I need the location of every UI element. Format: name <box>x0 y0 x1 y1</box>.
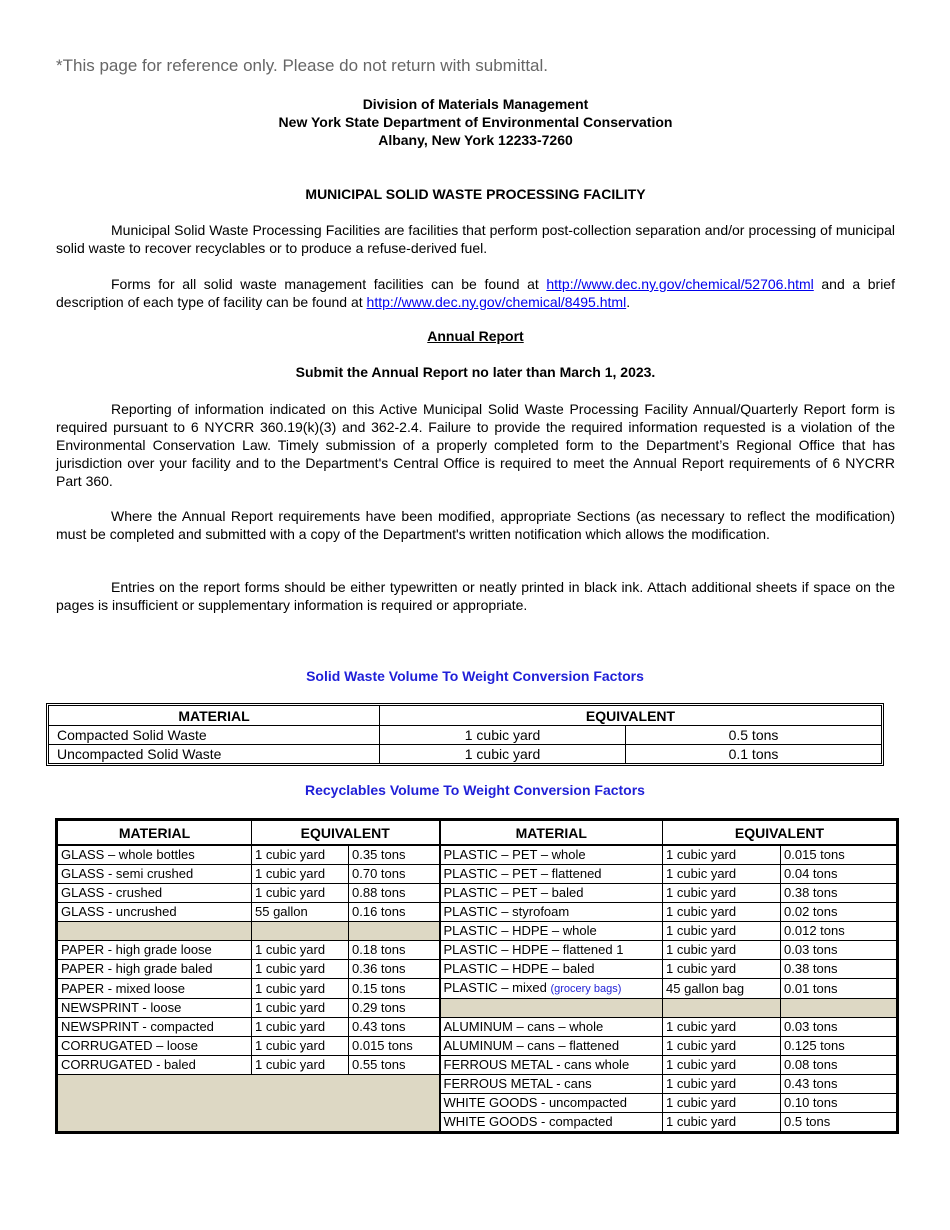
weight-cell <box>781 999 897 1018</box>
material-cell: PLASTIC – mixed (grocery bags) <box>440 979 663 999</box>
volume-cell: 1 cubic yard <box>252 1056 349 1075</box>
material-cell: NEWSPRINT - loose <box>58 999 252 1018</box>
table-row: Uncompacted Solid Waste 1 cubic yard 0.1 tons <box>49 745 882 764</box>
volume-cell: 1 cubic yard <box>663 1075 781 1094</box>
weight-cell: 0.012 tons <box>781 922 897 941</box>
material-cell: GLASS - crushed <box>58 884 252 903</box>
volume-cell: 1 cubic yard <box>663 922 781 941</box>
weight-cell: 0.125 tons <box>781 1037 897 1056</box>
material-cell: ALUMINUM – cans – whole <box>440 1018 663 1037</box>
table-row <box>58 999 897 1018</box>
weight-cell: 0.03 tons <box>781 1018 897 1037</box>
weight-cell: 0.38 tons <box>781 884 897 903</box>
volume-cell: 1 cubic yard <box>663 1113 781 1132</box>
letterhead-address: Albany, New York 12233-7260 <box>378 132 573 148</box>
table-row <box>58 1075 897 1094</box>
volume-cell <box>252 922 349 941</box>
volume-cell: 1 cubic yard <box>663 1094 781 1113</box>
recyclables-table-title: Recyclables Volume To Weight Conversion Factors <box>305 782 645 798</box>
table-row <box>58 865 897 884</box>
table-row <box>58 960 897 979</box>
volume-cell: 1 cubic yard <box>252 941 349 960</box>
material-cell: CORRUGATED – loose <box>58 1037 252 1056</box>
volume-cell: 55 gallon <box>252 903 349 922</box>
weight-cell: 0.38 tons <box>781 960 897 979</box>
weight-cell: 0.03 tons <box>781 941 897 960</box>
material-note: (grocery bags) <box>550 983 622 995</box>
weight-cell: 0.70 tons <box>349 865 440 884</box>
weight-cell: 0.43 tons <box>781 1075 897 1094</box>
volume-cell: 1 cubic yard <box>252 845 349 865</box>
column-header-material-right: MATERIAL <box>440 821 663 846</box>
volume-cell <box>663 999 781 1018</box>
table-row <box>58 1056 897 1075</box>
weight-cell: 0.10 tons <box>781 1094 897 1113</box>
material-cell <box>440 999 663 1018</box>
volume-cell: 1 cubic yard <box>252 884 349 903</box>
column-header-equivalent: EQUIVALENT <box>380 706 882 726</box>
facility-types-link[interactable]: http://www.dec.ny.gov/chemical/8495.html <box>366 294 627 310</box>
volume-cell: 1 cubic yard <box>252 1037 349 1056</box>
volume-cell: 1 cubic yard <box>663 1018 781 1037</box>
recyclables-conversion-table <box>55 818 899 1134</box>
column-header-material-left: MATERIAL <box>58 821 252 846</box>
material-cell: FERROUS METAL - cans <box>440 1075 663 1094</box>
forms-link[interactable]: http://www.dec.ny.gov/chemical/52706.html <box>546 276 814 292</box>
table-row <box>58 903 897 922</box>
volume-cell: 1 cubic yard <box>663 845 781 865</box>
paragraph-entries: Entries on the report forms should be either typewritten or neatly printed in black ink. Attach additional sheets if space on the pages is insufficient or supplementary information is required or appropriate. <box>56 579 895 613</box>
material-cell: PLASTIC – HDPE – baled <box>440 960 663 979</box>
table-row: Compacted Solid Waste 1 cubic yard 0.5 tons <box>49 726 882 745</box>
column-header-equivalent-left: EQUIVALENT <box>252 821 440 846</box>
table-row <box>58 1037 897 1056</box>
weight-cell: 0.36 tons <box>349 960 440 979</box>
material-cell: WHITE GOODS - uncompacted <box>440 1094 663 1113</box>
weight-cell: 0.35 tons <box>349 845 440 865</box>
volume-cell: 1 cubic yard <box>663 960 781 979</box>
weight-cell: 0.55 tons <box>349 1056 440 1075</box>
paragraph-definition: Municipal Solid Waste Processing Facilities are facilities that perform post-collection separation and/or processing of municipal solid waste to recover recyclables or to produce a refuse-derived fuel. <box>56 222 895 256</box>
material-cell: PLASTIC – styrofoam <box>440 903 663 922</box>
material-cell: NEWSPRINT - compacted <box>58 1018 252 1037</box>
paragraph-forms: Forms for all solid waste management facilities can be found at http://www.dec.ny.gov/chemical/52706.html and a brief description of each type of facility can be found at http://www.dec.ny.gov/chemical/8495.html. <box>56 276 895 310</box>
material-cell: FERROUS METAL - cans whole <box>440 1056 663 1075</box>
volume-cell: 1 cubic yard <box>663 1056 781 1075</box>
material-cell: PLASTIC – HDPE – whole <box>440 922 663 941</box>
material-cell <box>58 922 252 941</box>
page-title: MUNICIPAL SOLID WASTE PROCESSING FACILITY <box>305 186 646 202</box>
volume-cell: 1 cubic yard <box>663 941 781 960</box>
volume-cell: 1 cubic yard <box>663 1037 781 1056</box>
letterhead-department: New York State Department of Environmental Conservation <box>278 114 673 130</box>
volume-cell: 1 cubic yard <box>252 979 349 999</box>
volume-cell: 1 cubic yard <box>252 1018 349 1037</box>
annual-report-heading: Annual Report <box>427 328 524 344</box>
volume-cell: 1 cubic yard <box>663 903 781 922</box>
table-row <box>58 922 897 941</box>
volume-cell: 1 cubic yard <box>252 960 349 979</box>
solid-waste-table-title: Solid Waste Volume To Weight Conversion Factors <box>306 668 644 684</box>
shaded-empty-cell <box>58 1075 440 1132</box>
table-row <box>58 845 897 865</box>
weight-cell: 0.43 tons <box>349 1018 440 1037</box>
column-header-equivalent-right: EQUIVALENT <box>663 821 897 846</box>
weight-cell: 0.04 tons <box>781 865 897 884</box>
material-cell: GLASS - semi crushed <box>58 865 252 884</box>
material-cell: CORRUGATED - baled <box>58 1056 252 1075</box>
table-row <box>58 941 897 960</box>
weight-cell: 0.08 tons <box>781 1056 897 1075</box>
weight-cell <box>349 922 440 941</box>
solid-waste-conversion-table <box>46 703 884 766</box>
weight-cell: 0.88 tons <box>349 884 440 903</box>
material-cell: PAPER - high grade loose <box>58 941 252 960</box>
weight-cell: 0.015 tons <box>349 1037 440 1056</box>
material-cell: PLASTIC – HDPE – flattened 1 <box>440 941 663 960</box>
material-cell: PLASTIC – PET – whole <box>440 845 663 865</box>
volume-cell: 1 cubic yard <box>663 865 781 884</box>
weight-cell: 0.16 tons <box>349 903 440 922</box>
weight-cell: 0.15 tons <box>349 979 440 999</box>
material-cell: PLASTIC – PET – baled <box>440 884 663 903</box>
weight-cell: 0.02 tons <box>781 903 897 922</box>
weight-cell: 0.01 tons <box>781 979 897 999</box>
material-cell: GLASS - uncrushed <box>58 903 252 922</box>
submit-deadline: Submit the Annual Report no later than March 1, 2023. <box>295 364 656 380</box>
letterhead-division: Division of Materials Management <box>362 96 589 112</box>
material-cell: PAPER - high grade baled <box>58 960 252 979</box>
material-cell: GLASS – whole bottles <box>58 845 252 865</box>
volume-cell: 45 gallon bag <box>663 979 781 999</box>
material-cell: PAPER - mixed loose <box>58 979 252 999</box>
table-row <box>58 884 897 903</box>
table-row <box>58 979 897 999</box>
volume-cell: 1 cubic yard <box>252 865 349 884</box>
volume-cell: 1 cubic yard <box>252 999 349 1018</box>
letterhead <box>56 95 895 149</box>
weight-cell: 0.015 tons <box>781 845 897 865</box>
material-cell: ALUMINUM – cans – flattened <box>440 1037 663 1056</box>
material-cell: PLASTIC – PET – flattened <box>440 865 663 884</box>
table-row <box>58 1018 897 1037</box>
paragraph-modification: Where the Annual Report requirements have been modified, appropriate Sections (as necessary to reflect the modification) must be completed and submitted with a copy of the Department's written notification which allows the modification. <box>56 508 895 542</box>
material-cell: WHITE GOODS - compacted <box>440 1113 663 1132</box>
weight-cell: 0.29 tons <box>349 999 440 1018</box>
volume-cell: 1 cubic yard <box>663 884 781 903</box>
weight-cell: 0.5 tons <box>781 1113 897 1132</box>
reference-note: *This page for reference only. Please do not return with submittal. <box>56 56 548 75</box>
weight-cell: 0.18 tons <box>349 941 440 960</box>
paragraph-reporting: Reporting of information indicated on this Active Municipal Solid Waste Processing Facility Annual/Quarterly Report form is required pursuant to 6 NYCRR 360.19(k)(3) and 362-2.4. Failure to provide the required information requested is a violation of the Environmental Conservation Law. Timely submission of a properly completed form to the Department’s Regional Office that has jurisdiction over your facility and to the Department's Central Office is required to meet the Annual Report requirements of 6 NYCRR Part 360. <box>56 401 895 489</box>
column-header-material: MATERIAL <box>49 706 380 726</box>
